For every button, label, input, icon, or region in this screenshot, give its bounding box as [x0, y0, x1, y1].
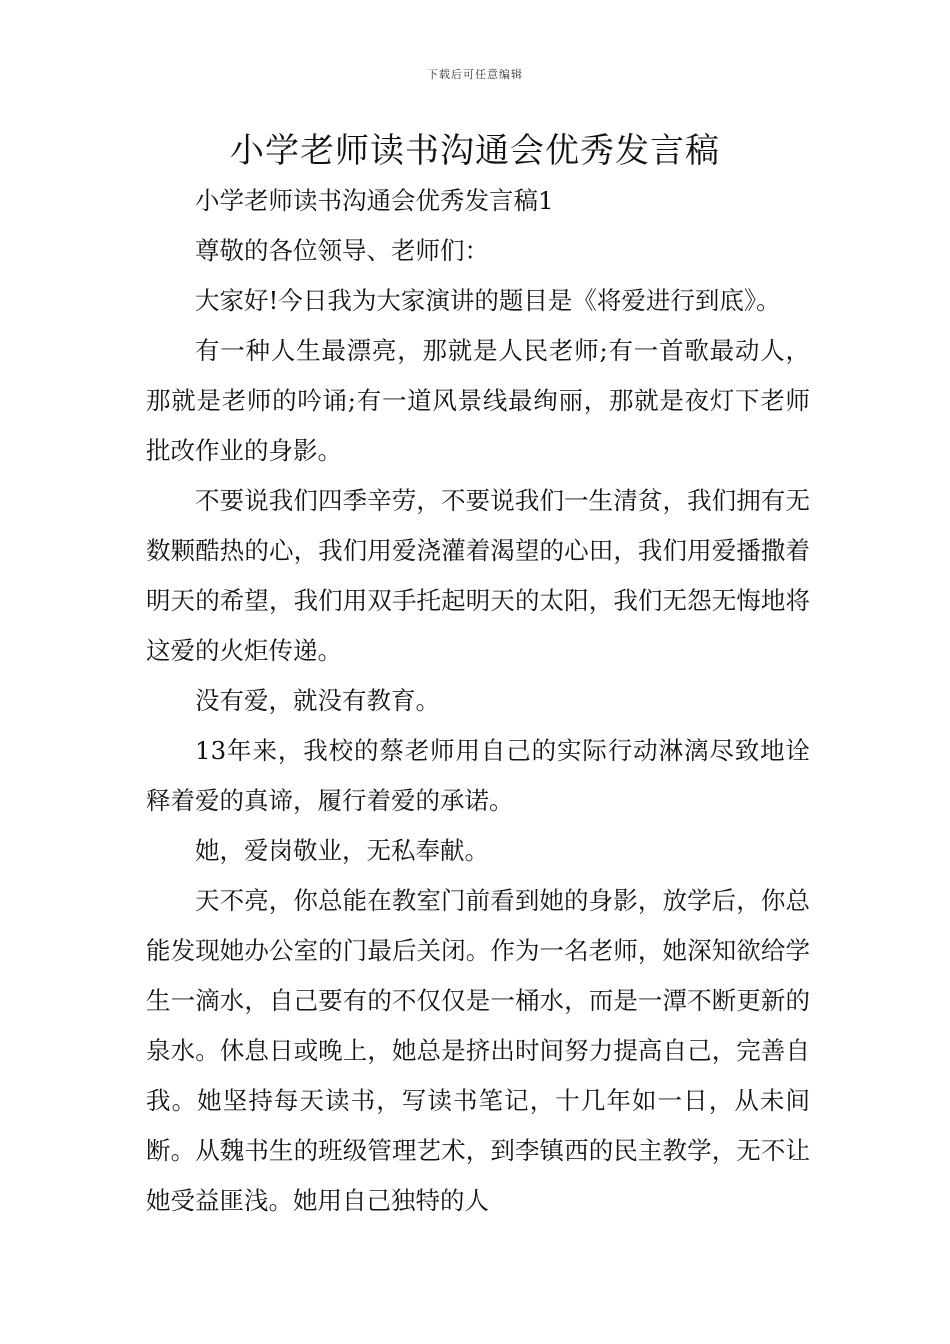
paragraph-salutation: 尊敬的各位领导、老师们：	[195, 236, 489, 265]
document-body	[146, 176, 810, 1226]
paragraph: 有一种人生最漂亮，那就是人民老师;有一首歌最动人，那就是老师的吟诵;有一道风景线最绚丽，那就是夜灯下老师批改作业的身影。	[146, 336, 810, 465]
paragraph: 她，爱岗敬业，无私奉献。	[195, 836, 489, 865]
paragraph-subtitle: 小学老师读书沟通会优秀发言稿1	[195, 186, 554, 215]
paragraph-greeting: 大家好!今日我为大家演讲的题目是《将爱进行到底》。	[195, 286, 781, 315]
document-title: 小学老师读书沟通会优秀发言稿	[230, 131, 720, 171]
header-note: 下载后可任意编辑	[427, 68, 523, 81]
paragraph: 天不亮，你总能在教室门前看到她的身影，放学后，你总能发现她办公室的门最后关闭。作为一名老师，她深知欲给学生一滴水，自己要有的不仅仅是一桶水，而是一潭不断更新的泉水。休息日或晚上，她总是挤出时间努力提高自己，完善自我。她坚持每天读书，写读书笔记，十几年如一日，从未间断。从魏书生的班级管理艺术，到李镇西的民主教学，无不让她受益匪浅。她用自己独特的人	[146, 886, 810, 1215]
paragraph: 13年来，我校的蔡老师用自己的实际行动淋漓尽致地诠释着爱的真谛，履行着爱的承诺。	[146, 736, 810, 815]
paragraph: 没有爱，就没有教育。	[195, 686, 440, 715]
paragraph: 不要说我们四季辛劳，不要说我们一生清贫，我们拥有无数颗酷热的心，我们用爱浇灌着渴望的心田，我们用爱播撒着明天的希望，我们用双手托起明天的太阳，我们无怨无悔地将这爱的火炬传递。	[146, 486, 810, 665]
